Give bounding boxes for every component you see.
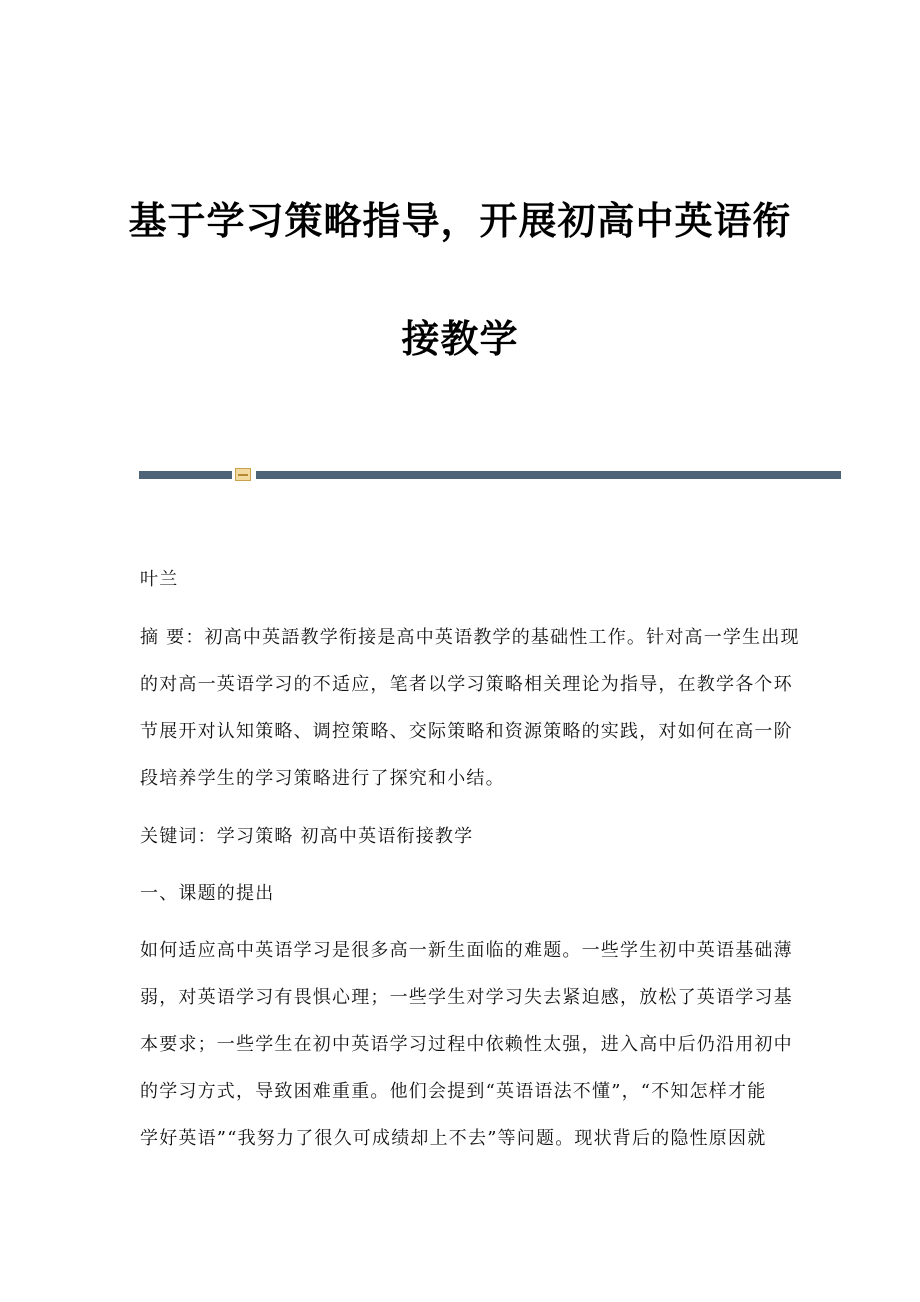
divider-ornament-icon xyxy=(235,468,251,481)
keywords: 关键词：学习策略 初高中英语衔接教学 xyxy=(140,826,474,847)
body-line: 学好英语”“我努力了很久可成绩却上不去”等问题。现状背后的隐性原因就 xyxy=(140,1128,767,1149)
paper-title-line-2: 接教学 xyxy=(401,317,519,361)
title-divider-left xyxy=(139,471,232,479)
title-divider-right xyxy=(256,471,841,479)
abstract-line: 的对高一英语学习的不适应，笔者以学习策略相关理论为指导，在教学各个环 xyxy=(140,674,793,695)
abstract-line: 节展开对认知策略、调控策略、交际策略和资源策略的实践，对如何在高一阶 xyxy=(140,721,793,742)
abstract-line: 段培养学生的学习策略进行了探究和小结。 xyxy=(140,768,505,789)
abstract-line: 摘 要：初高中英語教学衔接是高中英语教学的基础性工作。针对高一学生出现 xyxy=(140,627,800,648)
body-line: 本要求；一些学生在初中英语学习过程中依赖性太强，进入高中后仍沿用初中 xyxy=(140,1034,793,1055)
author-name: 叶兰 xyxy=(140,569,179,590)
body-line: 的学习方式，导致困难重重。他们会提到“英语语法不懂”，“不知怎样才能 xyxy=(140,1081,767,1102)
section-heading: 一、课题的提出 xyxy=(140,883,275,904)
body-line: 如何适应高中英语学习是很多高一新生面临的难题。一些学生初中英语基础薄 xyxy=(140,940,793,961)
paper-title-line-1: 基于学习策略指导，开展初高中英语衔 xyxy=(128,199,792,243)
body-line: 弱，对英语学习有畏惧心理；一些学生对学习失去紧迫感，放松了英语学习基 xyxy=(140,987,793,1008)
